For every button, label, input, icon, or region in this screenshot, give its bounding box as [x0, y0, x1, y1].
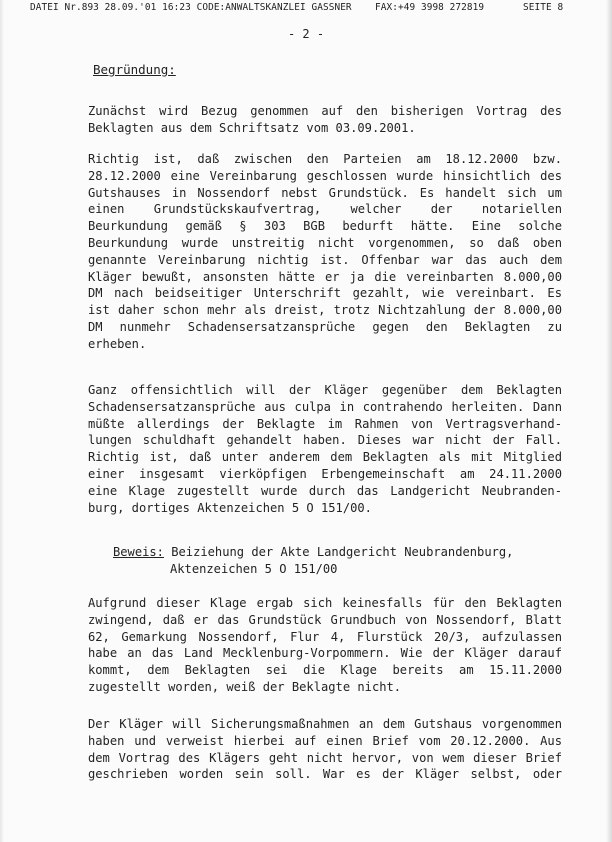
- text-line: burg, dortiges Aktenzeichen 5 O 151/00.: [88, 500, 372, 515]
- paragraph-5: [88, 716, 562, 783]
- text-line: 28.12.2000 eine Vereinbarung geschlossen wurde hinsichtlich des: [88, 168, 562, 183]
- text-line: Ganz offensichtlich will der Kläger gegenüber dem Beklagten: [88, 383, 562, 397]
- fax-header-info: DATEI Nr.893 28.09.'01 16:23 CODE:ANWALTSKANZLEI GASSNER: [30, 2, 352, 13]
- text-line: genannte Vereinbarung nichtig ist. Offenbar war das auch dem: [88, 252, 562, 267]
- fax-header-page: SEITE 8: [523, 2, 564, 13]
- text-line: DM nach beidseitiger Unterschrift gezahlt, wie vereinbart. Es: [88, 286, 562, 301]
- evidence-line-1: Beiziehung der Akte Landgericht Neubrandenburg,: [171, 545, 514, 559]
- text-line: einen Grundstückskaufvertrag, welcher der notariellen: [88, 202, 562, 217]
- text-line: 62, Gemarkung Nossendorf, Flur 4, Flurstück 20/3, aufzulassen: [88, 629, 562, 644]
- page-number: - 2 -: [287, 27, 325, 41]
- evidence-label: Beweis:: [113, 545, 164, 559]
- text-line: Zunächst wird Bezug genommen auf den bisherigen Vortrag des: [88, 104, 562, 118]
- text-line: Gutshauses in Nossendorf nebst Grundstück. Es handelt sich um: [88, 185, 562, 200]
- text-line: ist daher schon mehr als dreist, trotz Nichtzahlung der 8.000,00: [88, 303, 562, 318]
- paragraph-1: [88, 103, 562, 137]
- paragraph-4: [88, 595, 562, 696]
- page-edge-shadow-left: [0, 0, 4, 842]
- paragraph-2: [88, 151, 562, 353]
- text-line: Beurkundung gemäß § 303 BGB bedurft hätte. Eine solche: [88, 219, 562, 234]
- text-line: Der Kläger will Sicherungsmaßnahmen an dem Gutshaus vorgenommen: [88, 717, 562, 731]
- text-line: Kläger bewußt, ansonsten hätte er ja die vereinbarten 8.000,00: [88, 269, 562, 284]
- section-heading: Begründung:: [93, 62, 176, 77]
- text-line: erheben.: [88, 336, 147, 351]
- text-line: Richtig ist, daß unter anderem dem Beklagten als mit Mitglied: [88, 450, 562, 465]
- text-line: lungen schuldhaft gehandelt haben. Dieses war nicht der Fall.: [88, 433, 562, 448]
- paragraph-3: [88, 382, 562, 516]
- evidence-line-2: Aktenzeichen 5 O 151/00: [170, 562, 338, 576]
- text-line: einer insgesamt vierköpfigen Erbengemeinschaft am 24.11.2000: [88, 466, 562, 481]
- text-line: eine Klage zugestellt wurde durch das Landgericht Neubranden-: [88, 483, 562, 498]
- text-line: Schadensersatzansprüche aus culpa in contrahendo herleiten. Dann: [88, 399, 562, 414]
- text-line: dem Vortrag des Klägers geht nicht hervor, von wem dieser Brief: [88, 750, 562, 765]
- text-line: kommt, dem Beklagten sei die Klage bereits am 15.11.2000: [88, 663, 562, 678]
- fax-header-number: FAX:+49 3998 272819: [375, 2, 485, 13]
- text-line: habe an das Land Mecklenburg-Vorpommern. Wie der Kläger darauf: [88, 646, 562, 661]
- text-line: zugestellt worden, weiß der Beklagte nicht.: [88, 679, 402, 694]
- text-line: Beklagten aus dem Schriftsatz vom 03.09.2001.: [88, 120, 416, 135]
- text-line: DM nunmehr Schadensersatzansprüche gegen den Beklagten zu: [88, 319, 562, 334]
- text-line: Beurkundung wurde unstreitig nicht vorgenommen, so daß oben: [88, 235, 562, 250]
- text-line: müßte allerdings der Beklagte im Rahmen von Vertragsverhand-: [88, 416, 562, 431]
- text-line: zwingend, daß er das Grundstück Grundbuch von Nossendorf, Blatt: [88, 612, 562, 627]
- text-line: geschrieben worden sein soll. War es der Kläger selbst, oder: [88, 767, 562, 782]
- text-line: Aufgrund dieser Klage ergab sich keinesfalls für den Beklagten: [88, 596, 562, 610]
- page-edge-shadow-right: [606, 0, 612, 842]
- evidence-block: [113, 544, 513, 578]
- text-line: Richtig ist, daß zwischen den Parteien am 18.12.2000 bzw.: [88, 152, 562, 166]
- text-line: haben und verweist hierbei auf einen Brief vom 20.12.2000. Aus: [88, 733, 562, 748]
